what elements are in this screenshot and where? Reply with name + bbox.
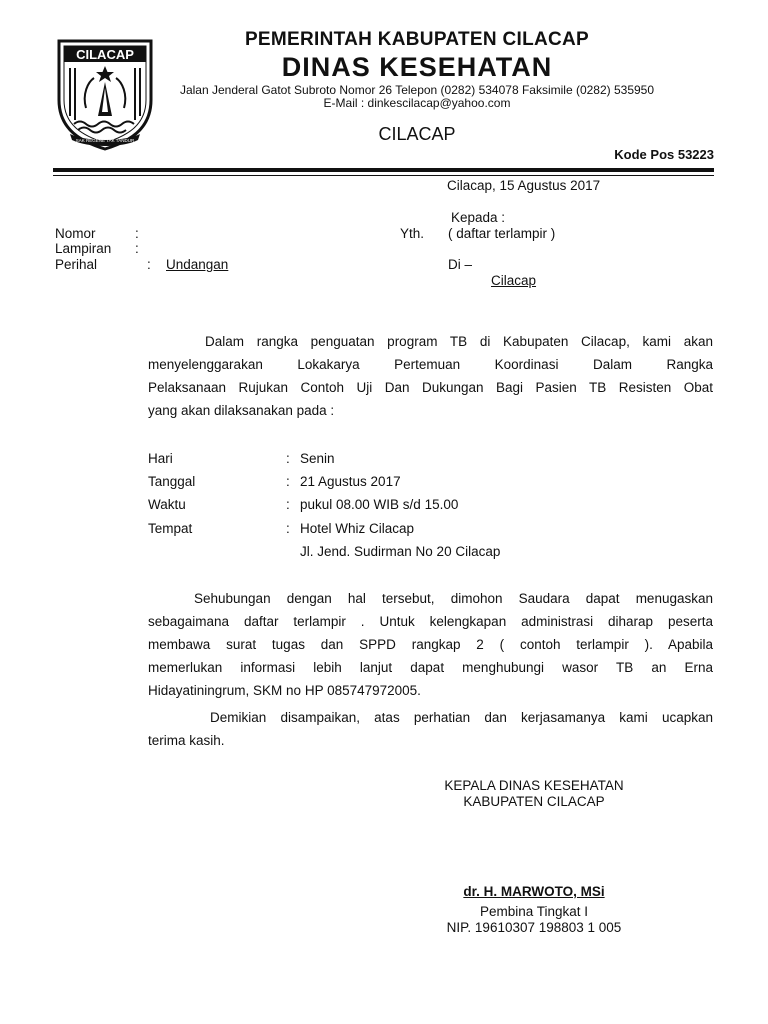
paragraph-request: [148, 587, 713, 702]
emblem-title: CILACAP: [76, 47, 134, 62]
lampiran-label: Lampiran: [55, 241, 112, 256]
destination: Cilacap: [491, 273, 537, 288]
agency-email: E-Mail : dinkescilacap@yahoo.com: [323, 96, 511, 110]
detail-colon: :: [286, 451, 290, 466]
paragraph-line: memerlukan informasi lebih lanjut dapat menghubungi wasor TB an Erna: [148, 660, 713, 675]
detail-label-tempat: Tempat: [148, 521, 193, 536]
paragraph-closing: [148, 706, 713, 752]
paragraph-line: membawa surat tugas dan SPPD rangkap 2 ( contoh terlampir ). Apabila: [148, 637, 713, 652]
signatory-name: dr. H. MARWOTO, MSi: [463, 884, 605, 899]
paragraph-opening: [148, 330, 713, 422]
perihal-label: Perihal: [55, 257, 98, 272]
detail-value-tanggal: 21 Agustus 2017: [300, 474, 401, 489]
to-label: Kepada :: [451, 210, 506, 225]
detail-colon: :: [286, 521, 290, 536]
paragraph-line: Dalam rangka penguatan program TB di Kabupaten Cilacap, kami akan: [205, 334, 713, 349]
paragraph-line: Sehubungan dengan hal tersebut, dimohon Saudara dapat menugaskan: [194, 591, 713, 606]
agency-title: DINAS KESEHATAN: [281, 52, 553, 82]
paragraph-line: menyelenggarakan Lokakarya Pertemuan Koordinasi Dalam Rangka: [148, 357, 713, 372]
venue-address: Jl. Jend. Sudirman No 20 Cilacap: [300, 544, 501, 559]
letterhead-rule-thin: [53, 175, 714, 176]
signatory-title-line1: KEPALA DINAS KESEHATAN: [444, 778, 624, 793]
signatory-title-line2: KABUPATEN CILACAP: [463, 794, 605, 809]
detail-label-hari: Hari: [148, 451, 173, 466]
paragraph-line: terima kasih.: [148, 733, 225, 748]
detail-value-hari: Senin: [300, 451, 335, 466]
lampiran-colon: :: [135, 241, 139, 256]
signatory-rank: Pembina Tingkat I: [479, 904, 589, 919]
paragraph-line: yang akan dilaksanakan pada :: [148, 403, 335, 418]
paragraph-line: Pelaksanaan Rujukan Contoh Uji Dan Dukungan Bagi Pasien TB Resisten Obat: [148, 380, 713, 395]
letterhead-rule-thick: [53, 168, 714, 172]
detail-value-tempat: Hotel Whiz Cilacap: [300, 521, 415, 536]
yth-label: Yth.: [400, 226, 425, 241]
cilacap-regency-emblem: [56, 38, 154, 152]
recipient: ( daftar terlampir ): [448, 226, 556, 241]
nomor-label: Nomor: [55, 226, 96, 241]
paragraph-line: sebagaimana daftar terlampir . Untuk kelengkapan administrasi diharap peserta: [148, 614, 713, 629]
government-title: PEMERINTAH KABUPATEN CILACAP: [244, 29, 590, 50]
detail-label-tanggal: Tanggal: [148, 474, 196, 489]
postal-code: Kode Pos 53223: [614, 147, 714, 162]
detail-label-waktu: Waktu: [148, 497, 186, 512]
perihal-value: Undangan: [166, 257, 229, 272]
emblem-motto: SAK REGENE TAK TANDUR: [75, 138, 135, 143]
perihal-colon: :: [147, 257, 151, 272]
paragraph-line: Demikian disampaikan, atas perhatian dan kerjasamanya kami ucapkan: [210, 710, 713, 725]
detail-colon: :: [286, 474, 290, 489]
place-date: Cilacap, 15 Agustus 2017: [447, 178, 601, 193]
nomor-colon: :: [135, 226, 139, 241]
signatory-nip: NIP. 19610307 198803 1 005: [446, 920, 622, 935]
paragraph-line: Hidayatiningrum, SKM no HP 085747972005.: [148, 683, 421, 698]
di-label: Di –: [448, 257, 473, 272]
detail-colon: :: [286, 497, 290, 512]
letterhead-city: CILACAP: [378, 124, 456, 144]
detail-value-waktu: pukul 08.00 WIB s/d 15.00: [300, 497, 459, 512]
agency-address: Jalan Jenderal Gatot Subroto Nomor 26 Telepon (0282) 534078 Faksimile (0282) 535950: [179, 83, 655, 97]
